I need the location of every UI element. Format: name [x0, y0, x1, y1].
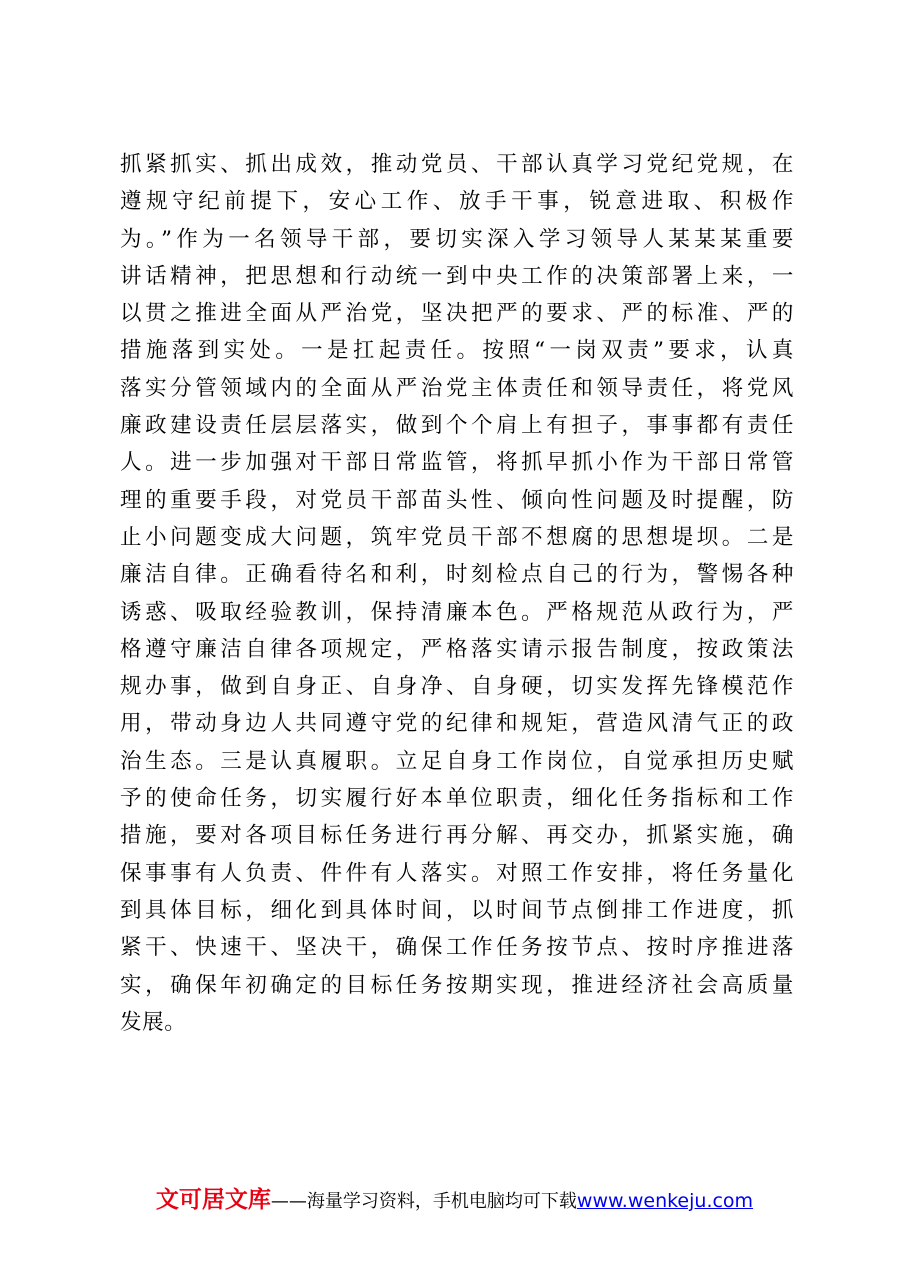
text-line: 治生态。三是认真履职。立足自身工作岗位，自觉承担历史赋 [120, 748, 794, 774]
text-line: 用，带动身边人共同遵守党的纪律和规矩，营造风清气正的政 [120, 711, 794, 737]
body-paragraph [120, 146, 794, 1041]
text-line: 格遵守廉洁自律各项规定，严格落实请示报告制度，按政策法 [120, 636, 794, 662]
text-line: 保事事有人负责、件件有人落实。对照工作安排，将任务量化 [120, 860, 794, 886]
text-line: 规办事，做到自身正、自身净、自身硬，切实发挥先锋模范作 [120, 674, 794, 700]
text-line: 理的重要手段，对党员干部苗头性、倾向性问题及时提醒，防 [120, 487, 794, 513]
text-line: 廉政建设责任层层落实，做到个个肩上有担子，事事都有责任 [120, 413, 794, 439]
text-line: 紧干、快速干、坚决干，确保工作任务按节点、按时序推进落 [120, 935, 794, 961]
footer-website-link[interactable]: www.wenkeju.com [576, 1190, 754, 1212]
text-line: 人。进一步加强对干部日常监管，将抓早抓小作为干部日常管 [120, 450, 794, 476]
text-line: 实，确保年初确定的目标任务按期实现，推进经济社会高质量 [120, 972, 794, 998]
text-line: 发展。 [120, 1009, 187, 1035]
text-line: 抓紧抓实、抓出成效，推动党员、干部认真学习党纪党规，在 [120, 152, 794, 177]
text-line: 予的使命任务，切实履行好本单位职责，细化任务指标和工作 [120, 786, 794, 812]
text-line: 以贯之推进全面从严治党，坚决把严的要求、严的标准、严的 [120, 301, 794, 327]
footer-brand: 文可居文库 [155, 1187, 271, 1213]
footer-tagline: ——海量学习资料，手机电脑均可下载 [270, 1191, 577, 1212]
text-line: 落实分管领域内的全面从严治党主体责任和领导责任，将党风 [120, 375, 794, 401]
text-line: 诱惑、吸取经验教训，保持清廉本色。严格规范从政行为，严 [120, 599, 794, 625]
text-line: 讲话精神，把思想和行动统一到中央工作的决策部署上来，一 [120, 263, 794, 289]
footer-banner [0, 1181, 909, 1214]
text-line: 措施，要对各项目标任务进行再分解、再交办，抓紧实施，确 [120, 823, 794, 849]
text-line: 到具体目标，细化到具体时间，以时间节点倒排工作进度，抓 [120, 897, 794, 923]
text-line: 为。”作为一名领导干部，要切实深入学习领导人某某某重要 [120, 226, 794, 252]
text-line: 措施落到实处。一是扛起责任。按照“一岗双责”要求，认真 [120, 338, 794, 364]
text-line: 廉洁自律。正确看待名和利，时刻检点自己的行为，警惕各种 [120, 562, 794, 588]
text-line: 遵规守纪前提下，安心工作、放手干事，锐意进取、积极作 [120, 189, 794, 215]
text-line: 止小问题变成大问题，筑牢党员干部不想腐的思想堤坝。二是 [120, 524, 794, 550]
